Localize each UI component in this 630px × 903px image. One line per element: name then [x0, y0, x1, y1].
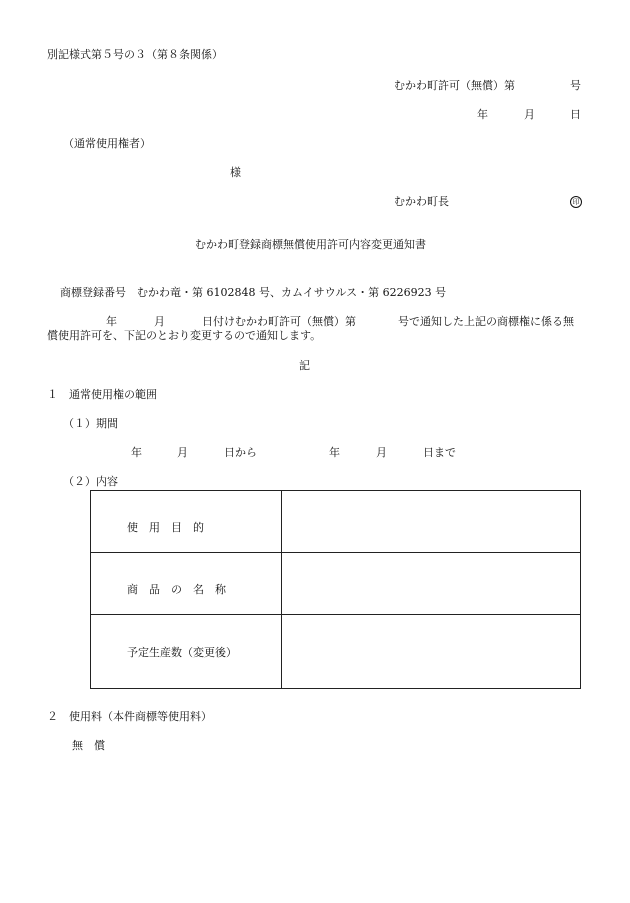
- period-to-day: 日まで: [423, 446, 456, 459]
- planned-production-label: 予定生産数（変更後）: [127, 646, 237, 659]
- form-reference: 別記様式第５号の３（第８条関係）: [47, 48, 223, 61]
- usage-fee-value: 無 償: [72, 739, 105, 752]
- addressee-role: （通常使用権者）: [63, 137, 151, 150]
- seal-mark: 印: [570, 196, 582, 208]
- body-permit-reference: 日付けむかわ町許可（無償）第: [202, 315, 356, 328]
- table-column-divider: [281, 615, 282, 688]
- table-row-product-name: [91, 553, 580, 615]
- ki-marker: 記: [299, 359, 310, 372]
- addressee-honorific: 様: [230, 166, 241, 179]
- date-month-label: 月: [524, 108, 535, 121]
- table-column-divider: [281, 553, 282, 614]
- document-title: むかわ町登録商標無償使用許可内容変更通知書: [195, 238, 426, 251]
- content-table: [90, 490, 581, 689]
- body-notice-continuation: 償使用許可を、下記のとおり変更するので通知します。: [47, 329, 322, 342]
- permit-number-suffix: 号: [570, 79, 581, 92]
- body-month-label: 月: [154, 315, 165, 328]
- sender-name: むかわ町長: [394, 195, 449, 208]
- section1-heading: １ 通常使用権の範囲: [47, 388, 157, 401]
- body-notice-text: 号で通知した上記の商標権に係る無: [398, 315, 574, 328]
- date-day-label: 日: [570, 108, 581, 121]
- period-to-year: 年: [329, 446, 340, 459]
- period-from-month: 月: [177, 446, 188, 459]
- date-year-label: 年: [477, 108, 488, 121]
- period-from-year: 年: [131, 446, 142, 459]
- table-row-planned-production: [91, 615, 580, 688]
- content-label: （２）内容: [63, 475, 118, 488]
- product-name-label: 商 品 の 名 称: [127, 583, 226, 596]
- permit-number-prefix: むかわ町許可（無償）第: [394, 79, 515, 92]
- period-to-month: 月: [376, 446, 387, 459]
- purpose-label: 使 用 目 的: [127, 521, 204, 534]
- period-from-day: 日から: [224, 446, 257, 459]
- table-column-divider: [281, 491, 282, 552]
- period-label: （１）期間: [63, 417, 118, 430]
- body-year-label: 年: [106, 315, 117, 328]
- trademark-registration-line: 商標登録番号 むかわ竜・第 6102848 号、カムイサウルス・第 6226923 号: [60, 286, 447, 299]
- section2-heading: ２ 使用料（本件商標等使用料）: [47, 710, 212, 723]
- table-row-purpose: [91, 491, 580, 553]
